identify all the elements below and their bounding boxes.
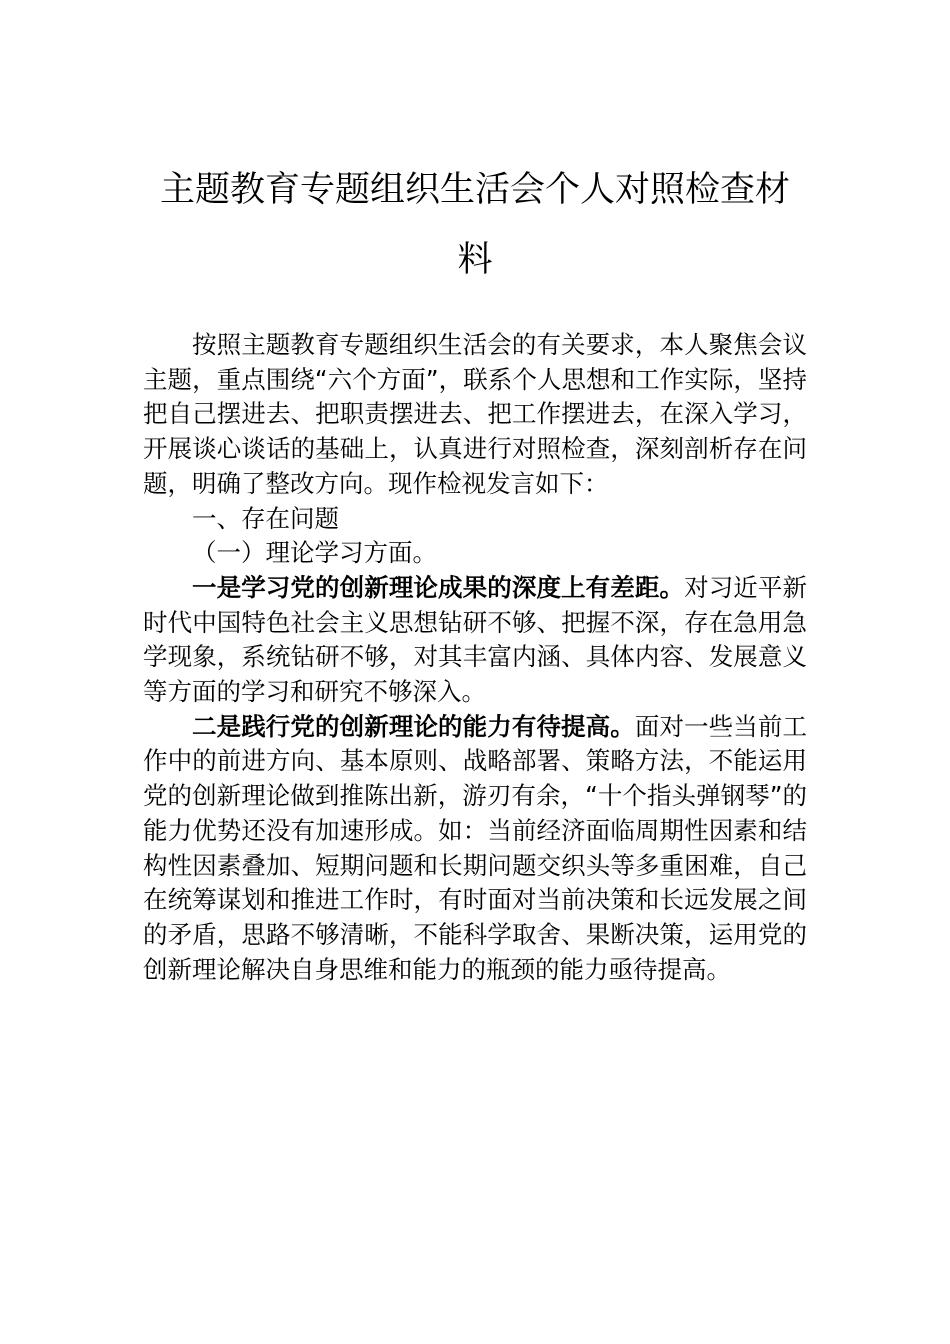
point-1-bold-lead: 一是学习党的创新理论成果的深度上有差距。 [192,572,685,602]
section-heading-problems: 一、存在问题 [192,503,339,533]
point-1-paragraph [143,571,807,710]
point-1-text: 对习近平新时代中国特色社会主义思想钻研不够、把握不深，存在急用急学现象，系统钻研不够，对其丰富内涵、具体内容、发展意义等方面的学习和研究不够深入。 [143,572,808,707]
point-2-text: 面对一些当前工作中的前进方向、基本原则、战略部署、策略方法，不能运用党的创新理论做到推陈出新，游刃有余，“十个指头弹钢琴”的能力优势还没有加速形成。如：当前经济面临周期性因素和结构性因素叠加、短期问题和长期问题交织头等多重困难，自己在统筹谋划和推进工作时，有时面对当前决策和长远发展之间的矛盾，思路不够清晰，不能科学取舍、果断决策，运用党的创新理论解决自身思维和能力的瓶颈的能力亟待提高。 [143,711,807,984]
document-title-line-1: 主题教育专题组织生活会个人对照检查材 [159,170,790,210]
intro-paragraph: 按照主题教育专题组织生活会的有关要求，本人聚焦会议主题，重点围绕“六个方面”，联系个人思想和工作实际，坚持把自己摆进去、把职责摆进去、把工作摆进去，在深入学习，开展谈心谈话的基础上，认真进行对照检查，深刻剖析存在问题，明确了整改方向。现作检视发言如下： [143,330,807,498]
subsection-heading-theory-study: （一）理论学习方面。 [192,538,437,568]
point-2-paragraph [143,710,807,988]
point-2-bold-lead: 二是践行党的创新理论的能力有待提高。 [192,711,635,741]
document-body [143,328,807,987]
document-title-line-2: 料 [457,240,493,280]
